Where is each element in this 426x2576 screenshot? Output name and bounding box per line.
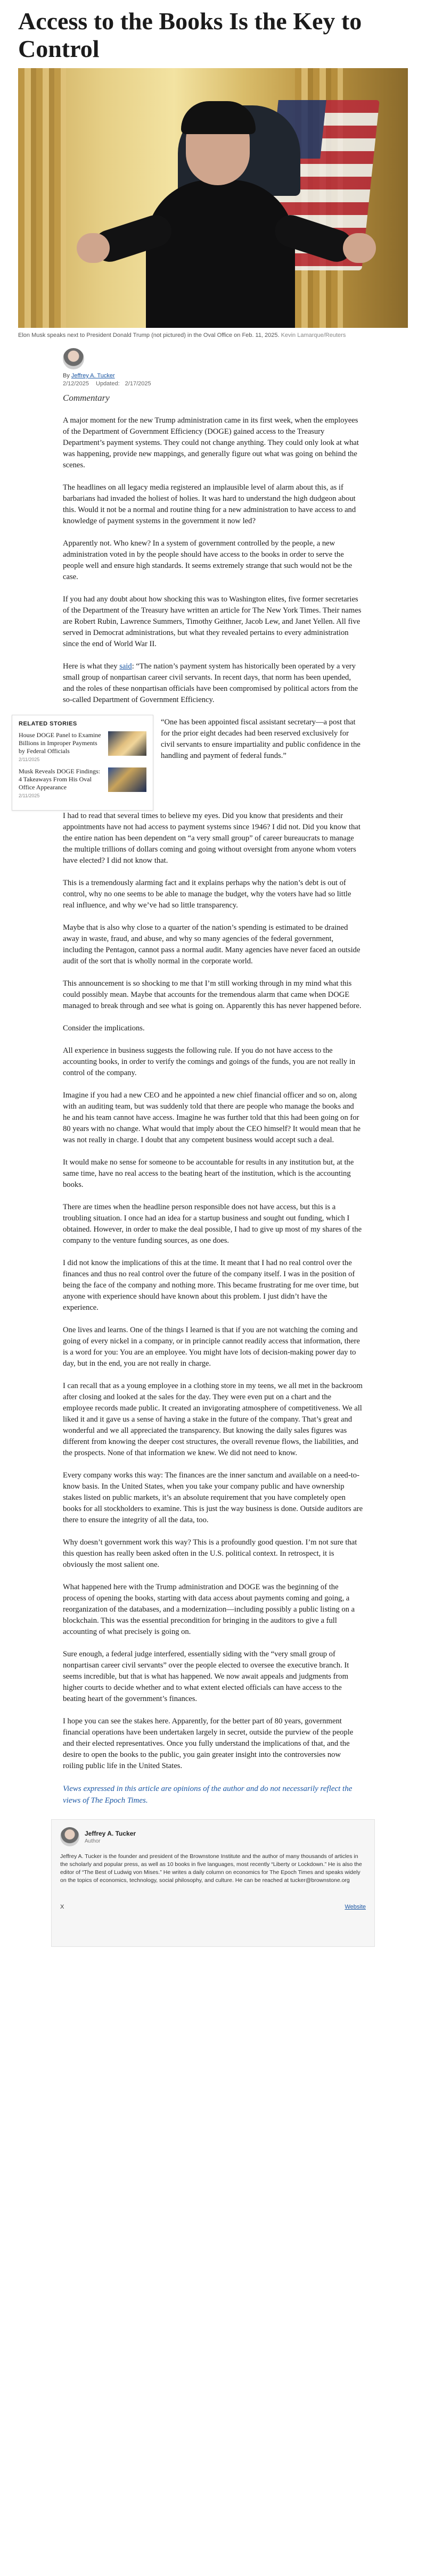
said-link[interactable]: said [119, 662, 132, 671]
x-social-icon[interactable]: X [60, 1904, 64, 1910]
paragraph: I hope you can see the stakes here. Apparently, for the better part of 80 years, government financial operations have been undertaken largely in secret, outside the purview of the people and their elected representatives. Once you fully understand the implications of that, and the desire to open the books to the public, you gain greater insight into the controversies now roiling public life in the United States. [63, 1717, 354, 1770]
paragraph: Apparently not. Who knew? In a system of government controlled by the people, a new administration voted in by the people should have access to the books in order to serve the people well and ensure high standards. It seems extremely strange that such would not be the case. [63, 539, 353, 581]
paragraph: Imagine if you had a new CEO and he appointed a new chief financial officer and so on, along with an auditing team, but was suddenly told that there are people who manage the books and he and his team cannot have access. Imagine he was further told that this had been going on for 80 years with no change. What would that imply about the CEO himself? It would mean that he was not really in charge. I doubt that any competent business would accept such a deal. [63, 1091, 361, 1144]
related-thumbnail[interactable] [108, 767, 146, 792]
paragraph: One lives and learns. One of the things I learned is that if you are not watching the coming and going of every nickel in a company, or in principle cannot readily access that information, there is a word for you: You are an employee. You might have lots of decision-making power day to day, but in the end, you are not really in charge. [63, 1326, 360, 1368]
website-link[interactable]: Website [345, 1904, 366, 1910]
paragraph: Every company works this way: The finances are the inner sanctum and available on a need-to-know basis. In the United States, when you take your company public and have ownership stakes listed on public markets, it’s an absolute requirement that you have completely open books for all stockholders to examine. This is just the way business is done. Outside auditors are there to ensure the integrity of all the data, too. [63, 1471, 363, 1524]
author-card [51, 1819, 375, 1947]
author-card-name[interactable]: Jeffrey A. Tucker [85, 1829, 136, 1837]
photo-caption: Elon Musk speaks next to President Donald Trump (not pictured) in the Oval Office on Feb. 11, 2025. Kevin Lamarque/Reuters [18, 332, 346, 338]
author-link[interactable]: Jeffrey A. Tucker [71, 373, 115, 379]
related-stories [12, 715, 153, 811]
related-story[interactable]: House DOGE Panel to Examine Billions in Improper Payments by Federal Officials 2/11/2025 [19, 731, 146, 762]
article-body [0, 393, 426, 1806]
photo-credit: Kevin Lamarque/Reuters [281, 332, 346, 338]
related-thumbnail[interactable] [108, 731, 146, 756]
headline: Access to the Books Is the Key to Control [18, 7, 362, 62]
paragraph: This announcement is so shocking to me that I’m still working through in my mind what this could possibly mean. Maybe that accounts for the tremendous alarm that came when DOGE managed to break through and see what is going on. Apparently this has never happened before. [63, 979, 362, 1010]
section-label: Commentary [63, 393, 110, 403]
author-bio: Jeffrey A. Tucker is the founder and president of the Brownstone Institute and the author of many thousands of articles in the scholarly and popular press, as well as 10 books in five languages, most recently “Liberty or Lockdown.” He is also the editor of “The Best of Ludwig von Mises.” He writes a daily column on economics for The Epoch Times and speaks widely on the topics of economics, technology, social philosophy, and culture. He can be reached at tucker@brownstone.org [60, 1853, 362, 1884]
paragraph: Here is what they said: “The nation’s payment system has historically been operated by a very small group of nonpartisan career civil servants. In recent days, that norm has been upended, and the roles of these nonpartisan officials have been compromised by political actors from the so-called Department of Government Efficiency. [63, 662, 358, 704]
paragraph: I can recall that as a young employee in a clothing store in my teens, we all met in the backroom after closing and looked at the sales for the day. They were even put on a chart and the employee records made public. It created an invigorating atmosphere of competitiveness. We all liked it and it gave us a sense of having a stake in the future of the company. That’s great and wonderful and we all appreciated the transparency. But knowing the daily sales figures was different from knowing the deeper cost structures, the overall revenue flows, the liabilities, and the prospects. None of that information we knew. We did not need to know. [63, 1382, 363, 1457]
paragraph: A major moment for the new Trump administration came in its first week, when the employees of the Department of Government Efficiency (DOGE) gained access to the Treasury Department’s payment systems. They could not change anything. They could only look at what was happening, provide new mappings, and generally figure out what was going on behind the scenes. [63, 416, 359, 469]
paragraph: This is a tremendously alarming fact and it explains perhaps why the nation’s debt is out of control, why no one seems to be able to manage the budget, why the voters have had so little real influence, and why we’ve had so little transparency. [63, 879, 351, 910]
author-card-avatar[interactable] [60, 1827, 79, 1846]
related-story[interactable]: Musk Reveals DOGE Findings: 4 Takeaways From His Oval Office Appearance 2/11/2025 [19, 767, 146, 798]
paragraph: What happened here with the Trump administration and DOGE was the beginning of the process of opening the books, starting with data access about payments coming and going, a reorganization of the databases, and a modernization—including possibly a public listing on a blockchain. This was the essential precondition for bringing in the auditors to give a full accounting of what precisely is going on. [63, 1583, 355, 1636]
paragraph: Consider the implications. [63, 1024, 145, 1033]
paragraph: Sure enough, a federal judge interfered, essentially siding with the “very small group of nonpartisan career civil servants” over the people elected to oversee the executive branch. It seems incredible, but that is what has happened. We now await appeals and judgments from higher courts to decide whether and to what extent elected officials can have access to the beating heart of the government’s finances. [63, 1650, 349, 1703]
related-heading: RELATED STORIES [19, 721, 77, 727]
paragraph: If you had any doubt about how shocking this was to Washington elites, five former secretaries of the Department of the Treasury have written an article for The New York Times. Their names are Robert Rubin, Lawrence Summers, Timothy Geithner, Jacob Lew, and Janet Yellen. All five served in Democrat administrations, but what they revealed pertains to every administration since the end of World War II. [63, 595, 362, 648]
disclaimer: Views expressed in this article are opinions of the author and do not necessarily reflect the views of The Epoch Times. [63, 1785, 353, 1805]
paragraph: All experience in business suggests the following rule. If you do not have access to the accounting books, in order to verify the comings and goings of the funds, you are not really in control of the company. [63, 1046, 356, 1077]
paragraph: I did not know the implications of this at the time. It meant that I had no real control over the finances and thus no real control over the future of the company itself. I was in the position of being the face of the company and nothing more. This became frustrating for me over time, but anyone with experience should have known about this problem. I just didn’t have the experience. [63, 1259, 359, 1312]
updated-date: 2/17/2025 [125, 381, 151, 387]
paragraph: I had to read that several times to believe my eyes. Did you know that presidents and their appointments have not had access to payment systems since 1946? I did not. Did you know that the entire nation has been dependent on “a very small group” of career bureaucrats to manage the multiple trillions of dollars coming and going without oversight from anyone whom voters have elected? I did not know that. [63, 812, 361, 865]
byline: By Jeffrey A. Tucker 2/12/2025 Updated: 2/17/2025 [0, 343, 426, 392]
paragraph: Why doesn’t government work this way? This is a profoundly good question. I’m not sure that this question has really been asked often in the U.S. political context. In retrospect, it is obviously the most salient one. [63, 1538, 357, 1569]
paragraph: “One has been appointed fiscal assistant secretary—a post that for the prior eight decades had been reserved exclusively for civil servants to ensure impartiality and public confidence in the handling and payment of federal funds.” [161, 718, 361, 760]
speaker-figure [130, 89, 311, 328]
paragraph: Maybe that is also why close to a quarter of the nation’s spending is estimated to be drained away in waste, fraud, and abuse, and why so many agencies of the federal government, including the Pentagon, cannot pass a normal audit. Many agencies have never faced an outside audit of the sort that is wholly normal in the corporate world. [63, 923, 361, 965]
paragraph: It would make no sense for someone to be accountable for results in any institution but, at the same time, have no real access to the beating heart of the institution, which is the accounting books. [63, 1158, 354, 1189]
paragraph: There are times when the headline person responsible does not have access, but this is a troubling situation. I once had an idea for a startup business and sought out funding, which I obtained. However, in order to make the deal possible, I had to give up most of my shares of the company to the venture funding sources, as one does. [63, 1203, 362, 1245]
published-date: 2/12/2025 [63, 381, 89, 387]
updated-label: Updated: [96, 381, 120, 387]
hero-photo [18, 68, 408, 328]
author-card-role: Author [85, 1838, 101, 1844]
paragraph: The headlines on all legacy media registered an implausible level of alarm about this, as if barbarians had invaded the holiest of holies. It was hard to understand the high dudgeon about this. Would it not be a normal and routine thing for a new administration to have access to and knowledge of payment systems in the government it now led? [63, 483, 356, 525]
